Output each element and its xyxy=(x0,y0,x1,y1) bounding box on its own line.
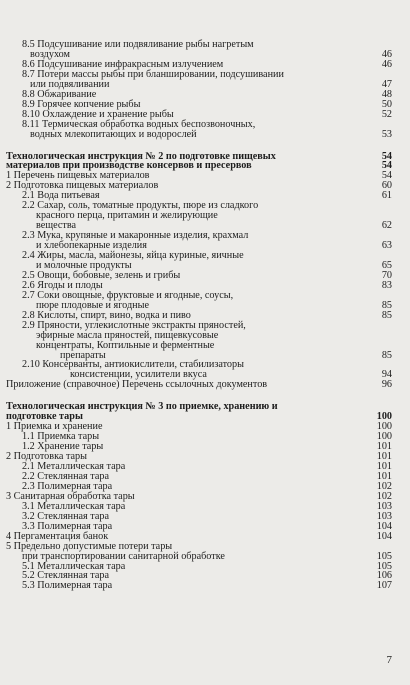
toc-entry-title: Технологическая инструкция № 2 по подготовке пищевых xyxy=(6,150,276,162)
toc-entry-page: 103 xyxy=(376,510,392,522)
toc-entry-title: 5 Предельно допустимые потери тары xyxy=(6,540,173,552)
toc-entry-title: 3.1 Металлическая тара xyxy=(22,500,126,512)
toc-entry-page: 54 xyxy=(381,160,392,172)
toc-entry-page: 48 xyxy=(381,88,392,100)
toc-entry-page: 101 xyxy=(376,470,392,482)
toc-entry-title: красного перца, притамин и желирующие xyxy=(36,210,218,222)
toc-entry-page: 63 xyxy=(381,240,392,251)
toc-entry-title: 5.2 Стеклянная тара xyxy=(22,570,110,582)
toc-entry xyxy=(0,129,410,141)
toc-entry-page: 85 xyxy=(381,349,392,361)
toc-entry-title: 2.1 Металлическая тара xyxy=(22,461,126,472)
toc-entry-page: 62 xyxy=(381,220,392,232)
toc-entry-title: 2 Подготовка тары xyxy=(6,451,87,462)
toc-entry-page: 54 xyxy=(381,150,392,162)
toc-entry-title: и хлебопекарные изделия xyxy=(36,240,147,251)
toc-entry-title: 3.3 Полимерная тара xyxy=(22,520,113,532)
toc-entry-page: 52 xyxy=(381,108,392,120)
toc-entry-page: 50 xyxy=(381,98,392,110)
toc-entry-title: 2.1 Вода питьевая xyxy=(22,190,100,202)
toc-entry-page: 70 xyxy=(381,269,392,281)
toc-entry-title: 3.2 Стеклянная тара xyxy=(22,510,110,522)
toc-entry-title: 8.10 Охлаждение и хранение рыбы xyxy=(22,108,174,120)
toc-entry-title: 2.2 Сахар, соль, томатные продукты, пюре из сладкого xyxy=(22,200,259,212)
toc-entry-title: 2.8 Кислоты, спирт, вино, водка и пиво xyxy=(22,309,191,321)
toc-entry-page: 85 xyxy=(381,309,392,321)
toc-entry-title: или подвяливании xyxy=(30,78,110,90)
toc-entry-page: 101 xyxy=(376,461,392,472)
toc-entry-title: подготовке тары xyxy=(6,411,83,423)
toc-entry-page: 104 xyxy=(376,520,392,532)
toc-entry-title: препараты xyxy=(60,349,106,361)
toc-entry-page: 47 xyxy=(381,78,392,90)
toc-entry-page: 53 xyxy=(381,128,392,140)
toc-entry-title: 2.2 Стеклянная тара xyxy=(22,470,110,482)
toc-entry-page: 94 xyxy=(381,369,392,381)
toc-entry-title: 8.9 Горячее копчение рыбы xyxy=(22,98,141,110)
toc-entry-title: 8.5 Подсушивание или подвяливание рыбы нагретым xyxy=(22,39,254,50)
toc-entry-title: и молочные продукты xyxy=(36,259,132,271)
toc-entry-page: 105 xyxy=(376,560,392,572)
toc-entry-title: 4 Пергаментация банок xyxy=(6,530,109,542)
toc-entry-title: Технологическая инструкция № 3 по приемке, хранению и xyxy=(6,401,278,413)
toc-entry-title: 2.4 Жиры, масла, майонезы, яйца куриные, яичные xyxy=(22,250,244,261)
toc-entry-title: 2.6 Ягоды и плоды xyxy=(22,279,103,291)
toc-entry-page: 46 xyxy=(381,58,392,70)
toc-entry-title: вещества xyxy=(36,220,77,232)
toc-entry-title: 2.7 Соки овощные, фруктовые и ягодные, соусы, xyxy=(22,289,234,301)
toc-entry-title: 1.1 Приемка тары xyxy=(22,431,100,443)
toc-entry-page: 100 xyxy=(376,421,392,433)
toc-entry-page: 107 xyxy=(376,580,392,592)
toc-entry-title: 2.10 Консерванты, антиокислители, стабилизаторы xyxy=(22,359,244,371)
toc-entry-title: концентраты, Коптильные и ферментные xyxy=(36,339,215,351)
toc-entry-page: 100 xyxy=(376,411,392,423)
toc-entry xyxy=(0,580,410,592)
toc-entry-page: 83 xyxy=(381,279,392,291)
toc-entry-title: 2.5 Овощи, бобовые, зелень и грибы xyxy=(22,269,181,281)
toc-entry-title: консистенции, усилители вкуса xyxy=(70,369,207,381)
toc-entry-title: 5.1 Металлическая тара xyxy=(22,560,126,572)
toc-entry-page: 101 xyxy=(376,441,392,453)
toc-entry-title: 2.9 Пряности, углекислотные экстракты пряностей, xyxy=(22,319,246,331)
toc-entry-title: при транспортировании санитарной обработке xyxy=(22,550,225,562)
page-number: 7 xyxy=(386,654,392,666)
toc-entry-title: 2.3 Мука, крупяные и макаронные изделия, крахмал xyxy=(22,230,249,242)
toc-entry-title: 8.11 Термическая обработка водных беспозвоночных, xyxy=(22,118,256,130)
toc-entry-page: 85 xyxy=(381,299,392,311)
toc-entry xyxy=(0,379,410,391)
toc-entry-title: воздухом xyxy=(30,49,71,60)
toc-entry-page: 65 xyxy=(381,259,392,271)
toc-entry-title: 2.3 Полимерная тара xyxy=(22,480,113,492)
toc-entry-page: 54 xyxy=(381,170,392,182)
toc-entry-page: 61 xyxy=(381,190,392,202)
toc-entry-title: 1 Приемка и хранение xyxy=(6,421,103,433)
toc-entry-title: Приложение (справочное) Перечень ссылочных документов xyxy=(6,379,268,391)
toc-entry-page: 102 xyxy=(376,490,392,502)
toc-entry-page: 104 xyxy=(376,530,392,542)
toc-entry-page: 46 xyxy=(381,49,392,60)
toc-entry-title: эфирные масла пряностей, пищевкусовые xyxy=(36,329,219,341)
toc-entry-title: 8.8 Обжаривание xyxy=(22,88,97,100)
toc-entry-title: 3 Санитарная обработка тары xyxy=(6,490,135,502)
toc-entry-page: 105 xyxy=(376,550,392,562)
toc-entry-page: 101 xyxy=(376,451,392,462)
toc-entry-title: 1.2 Хранение тары xyxy=(22,441,104,453)
toc-entry-title: водных млекопитающих и водорослей xyxy=(30,128,197,140)
toc-entry-title: 8.6 Подсушивание инфракрасным излучением xyxy=(22,58,224,70)
toc-entry-page: 106 xyxy=(376,570,392,582)
toc-entry-page: 60 xyxy=(381,180,392,192)
toc-entry-title: 2 Подготовка пищевых материалов xyxy=(6,180,159,192)
toc-entry-page: 100 xyxy=(376,431,392,443)
toc-entry-page: 102 xyxy=(376,480,392,492)
toc-entry-page: 96 xyxy=(381,379,392,391)
toc-entry-page: 103 xyxy=(376,500,392,512)
toc-entry-title: пюре плодовые и ягодные xyxy=(36,299,149,311)
toc-entry-title: 5.3 Полимерная тара xyxy=(22,580,113,592)
toc-entry-title: материалов при производстве консервов и пресервов xyxy=(6,160,252,172)
toc-entry-title: 1 Перечень пищевых материалов xyxy=(6,170,150,182)
toc-entry-title: 8.7 Потери массы рыбы при бланшировании, подсушивании xyxy=(22,68,284,80)
